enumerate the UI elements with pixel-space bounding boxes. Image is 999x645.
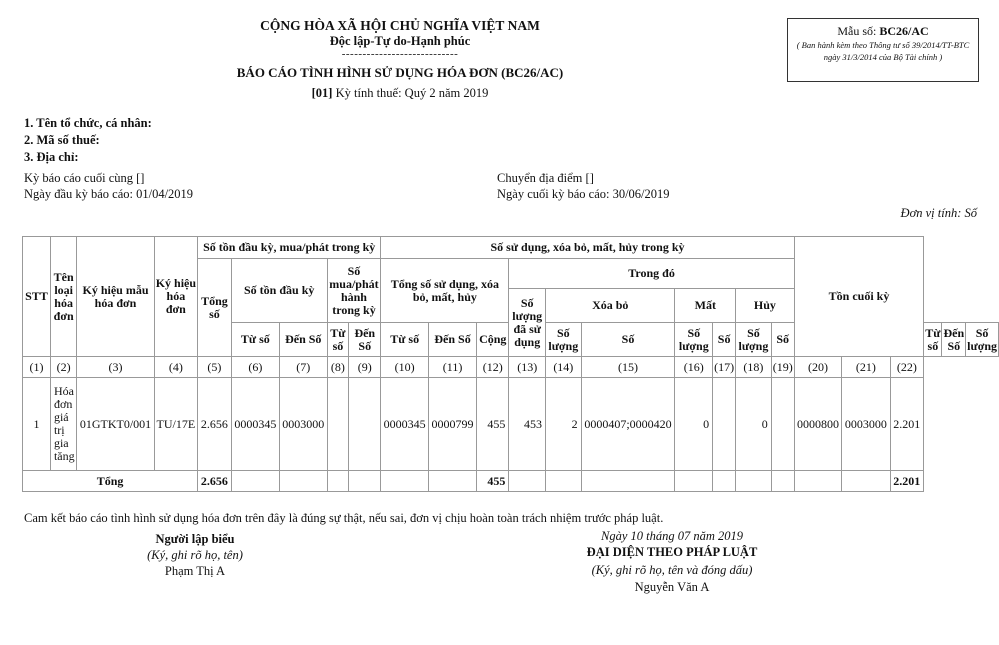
col-number: (3) bbox=[77, 357, 154, 378]
table-row bbox=[23, 378, 999, 471]
header-destroy-nums: Số bbox=[771, 323, 794, 357]
relocation-flag: Chuyển địa điểm [] bbox=[497, 171, 594, 185]
cell-invoice-symbol: TU/17E bbox=[154, 378, 197, 471]
cell-used-qty: 453 bbox=[509, 378, 546, 471]
cell-total: 2.656 bbox=[198, 378, 232, 471]
motto: Độc lập-Tự do-Hạnh phúc bbox=[329, 34, 471, 48]
col-number: (6) bbox=[231, 357, 279, 378]
total-used-sum: 455 bbox=[477, 471, 509, 492]
legal-rep-note: (Ký, ghi rõ họ, tên và đóng dấu) bbox=[591, 563, 753, 577]
total-label: Tổng bbox=[23, 471, 198, 492]
form-legal-note: ( Ban hành kèm theo Thông tư số 39/2014/TT-BTC ngày 31/3/2014 của Bộ Tài chính ) bbox=[796, 40, 970, 62]
header-close-qty: Số lượng bbox=[966, 323, 999, 357]
org-name-label: 1. Tên tổ chức, cá nhân: bbox=[24, 116, 152, 130]
form-code-label: Mẫu số: bbox=[837, 24, 877, 38]
header-lost-nums: Số bbox=[713, 323, 736, 357]
tax-code-label: 2. Mã số thuế: bbox=[24, 133, 100, 147]
col-number: (20) bbox=[794, 357, 842, 378]
commitment-statement: Cam kết báo cáo tình hình sử dụng hóa đơn trên đây là đúng sự thật, nếu sai, đơn vị chịu hoàn toàn trách nhiệm trước pháp luật. bbox=[24, 511, 664, 525]
header-used-qty: Số lượng đã sử dụng bbox=[509, 289, 546, 357]
republic-title: CỘNG HÒA XÃ HỘI CHỦ NGHĨA VIỆT NAM bbox=[260, 18, 540, 33]
unit-label: Đơn vị tính: Số bbox=[900, 206, 977, 220]
header-stt: STT bbox=[23, 237, 51, 357]
header-invoice-type: Tên loại hóa đơn bbox=[50, 237, 76, 357]
header-total-used: Tổng số sử dụng, xóa bỏ, mất, hủy bbox=[381, 259, 509, 323]
start-date: Ngày đầu kỳ báo cáo: 01/04/2019 bbox=[24, 187, 194, 201]
tax-period bbox=[180, 84, 620, 102]
document-header bbox=[180, 18, 620, 102]
col-number: (10) bbox=[381, 357, 429, 378]
header-close-from: Từ số bbox=[924, 323, 942, 357]
cell-used-to: 0000799 bbox=[428, 378, 476, 471]
header-form-symbol: Ký hiệu mẫu hóa đơn bbox=[77, 237, 154, 357]
col-number: (12) bbox=[477, 357, 509, 378]
header-destroy-qty: Số lượng bbox=[736, 323, 772, 357]
total-close-qty: 2.201 bbox=[890, 471, 924, 492]
cell-stt: 1 bbox=[23, 378, 51, 471]
col-number: (21) bbox=[842, 357, 890, 378]
header-open-from: Từ số bbox=[231, 323, 279, 357]
period-code: [01] bbox=[311, 86, 333, 100]
col-number: (15) bbox=[581, 357, 675, 378]
cell-buy-from bbox=[327, 378, 349, 471]
signing-date: Ngày 10 tháng 07 năm 2019 bbox=[600, 529, 743, 543]
report-title: BÁO CÁO TÌNH HÌNH SỬ DỤNG HÓA ĐƠN (BC26/AC) bbox=[236, 65, 564, 80]
col-number: (2) bbox=[50, 357, 76, 378]
cell-open-to: 0003000 bbox=[279, 378, 327, 471]
header-used-to: Đến Số bbox=[428, 323, 476, 357]
col-number: (8) bbox=[327, 357, 349, 378]
col-number: (7) bbox=[279, 357, 327, 378]
col-number: (22) bbox=[890, 357, 924, 378]
header-cancelled: Xóa bỏ bbox=[546, 289, 675, 323]
header-buy-from: Từ số bbox=[327, 323, 349, 357]
header-close-to: Đến Số bbox=[942, 323, 966, 357]
header-total-count: Tổng số bbox=[198, 259, 232, 357]
cell-close-qty: 2.201 bbox=[890, 378, 924, 471]
header-used-from: Từ số bbox=[381, 323, 429, 357]
column-number-row bbox=[23, 357, 999, 378]
address-label: 3. Địa chỉ: bbox=[24, 150, 79, 164]
col-number: (14) bbox=[546, 357, 582, 378]
header-group-opening: Số tồn đầu kỳ, mua/phát trong kỳ bbox=[198, 237, 381, 259]
col-number: (17) bbox=[713, 357, 736, 378]
col-number: (16) bbox=[675, 357, 713, 378]
cell-lost-nums bbox=[713, 378, 736, 471]
header-closing: Tồn cuối kỳ bbox=[794, 237, 924, 357]
cell-destroy-nums bbox=[771, 378, 794, 471]
col-number: (9) bbox=[349, 357, 381, 378]
col-number: (13) bbox=[509, 357, 546, 378]
period-text: Kỳ tính thuế: Quý 2 năm 2019 bbox=[335, 86, 489, 100]
header-group-used: Số sử dụng, xóa bỏ, mất, hủy trong kỳ bbox=[381, 237, 794, 259]
col-number: (18) bbox=[736, 357, 772, 378]
cell-lost-qty: 0 bbox=[675, 378, 713, 471]
preparer-name: Phạm Thị A bbox=[164, 564, 226, 578]
cell-close-from: 0000800 bbox=[794, 378, 842, 471]
col-number: (19) bbox=[771, 357, 794, 378]
cell-close-to: 0003000 bbox=[842, 378, 890, 471]
cell-destroy-qty: 0 bbox=[736, 378, 772, 471]
preparer-title: Người lập biểu bbox=[155, 532, 235, 546]
header-cancel-nums: Số bbox=[581, 323, 675, 357]
cell-form-symbol: 01GTKT0/001 bbox=[77, 378, 154, 471]
cell-used-from: 0000345 bbox=[381, 378, 429, 471]
header-open-to: Đến Số bbox=[279, 323, 327, 357]
cell-cancel-qty: 2 bbox=[546, 378, 582, 471]
cell-invoice-type: Hóa đơn giá trị gia tăng bbox=[50, 378, 76, 471]
cell-open-from: 0000345 bbox=[231, 378, 279, 471]
header-buy-to: Đến Số bbox=[349, 323, 381, 357]
header-used-sum: Cộng bbox=[477, 323, 509, 357]
col-number: (4) bbox=[154, 357, 197, 378]
separator: ---------------------------- bbox=[341, 48, 459, 60]
cell-used-sum: 455 bbox=[477, 378, 509, 471]
header-invoice-symbol: Ký hiệu hóa đơn bbox=[154, 237, 197, 357]
header-cancel-qty: Số lượng bbox=[546, 323, 582, 357]
end-date: Ngày cuối kỳ báo cáo: 30/06/2019 bbox=[497, 187, 670, 201]
cell-buy-to bbox=[349, 378, 381, 471]
header-lost: Mất bbox=[675, 289, 736, 323]
preparer-note: (Ký, ghi rõ họ, tên) bbox=[147, 548, 243, 562]
header-lost-qty: Số lượng bbox=[675, 323, 713, 357]
header-in-which: Trong đó bbox=[509, 259, 794, 289]
form-code bbox=[788, 24, 978, 39]
header-destroyed: Hủy bbox=[736, 289, 795, 323]
header-opening: Số tồn đầu kỳ bbox=[231, 259, 327, 323]
col-number: (11) bbox=[428, 357, 476, 378]
col-number: (5) bbox=[198, 357, 232, 378]
form-code-value: BC26/AC bbox=[879, 24, 929, 38]
cell-cancel-nums: 0000407;0000420 bbox=[581, 378, 675, 471]
invoice-usage-table bbox=[22, 236, 999, 492]
last-report-flag: Kỳ báo cáo cuối cùng [] bbox=[24, 171, 145, 185]
legal-rep-title: ĐẠI DIỆN THEO PHÁP LUẬT bbox=[586, 545, 758, 559]
col-number: (1) bbox=[23, 357, 51, 378]
header-bought: Số mua/phát hành trong kỳ bbox=[327, 259, 381, 323]
total-count: 2.656 bbox=[198, 471, 232, 492]
total-row bbox=[23, 471, 999, 492]
form-code-box bbox=[787, 18, 979, 82]
legal-rep-name: Nguyễn Văn A bbox=[634, 580, 710, 594]
